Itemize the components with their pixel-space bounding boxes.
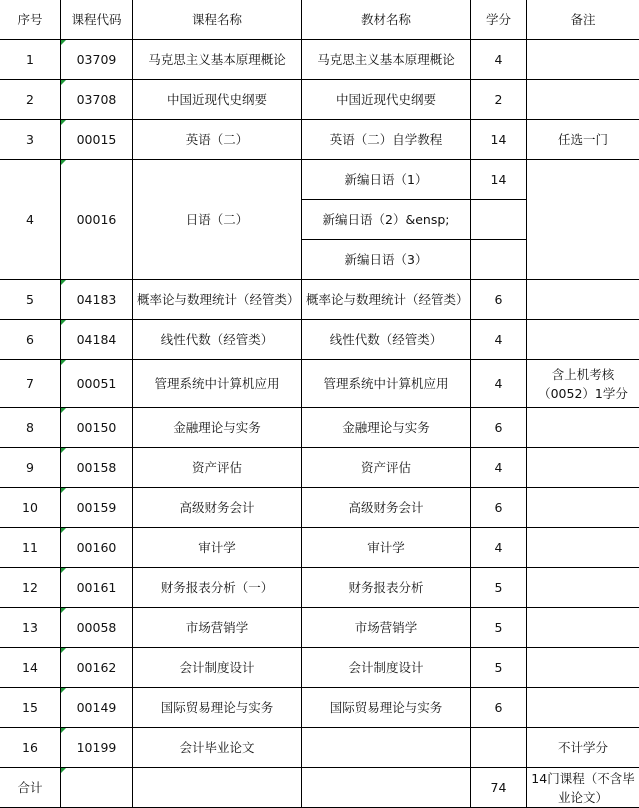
table-row [0, 448, 639, 488]
cell-credit: 4 [471, 360, 527, 408]
cell-note [527, 568, 639, 608]
cell-no: 15 [0, 688, 61, 728]
cell-credit: 5 [471, 568, 527, 608]
total-credit: 74 [471, 768, 527, 808]
cell-code: 00162 [61, 648, 133, 688]
header-course: 课程名称 [133, 0, 302, 40]
cell-code: 10199 [61, 728, 133, 768]
cell-textbook: 概率论与数理统计（经管类） [302, 280, 471, 320]
cell-note [527, 448, 639, 488]
cell-course: 中国近现代史纲要 [133, 80, 302, 120]
header-row [0, 0, 639, 40]
cell-code: 00015 [61, 120, 133, 160]
table-row [0, 488, 639, 528]
cell-note [527, 408, 639, 448]
cell-no: 7 [0, 360, 61, 408]
cell-credit: 14 [471, 120, 527, 160]
cell-textbook: 管理系统中计算机应用 [302, 360, 471, 408]
cell-textbook: 线性代数（经管类） [302, 320, 471, 360]
cell-textbook: 国际贸易理论与实务 [302, 688, 471, 728]
cell-no: 3 [0, 120, 61, 160]
cell-credit: 6 [471, 688, 527, 728]
cell-credit: 4 [471, 528, 527, 568]
cell-credit [471, 728, 527, 768]
cell-code: 00058 [61, 608, 133, 648]
cell-note [527, 608, 639, 648]
cell-course: 审计学 [133, 528, 302, 568]
cell-credit: 6 [471, 280, 527, 320]
cell-textbook: 中国近现代史纲要 [302, 80, 471, 120]
cell-note [527, 648, 639, 688]
cell-course: 资产评估 [133, 448, 302, 488]
cell-textbook: 会计制度设计 [302, 648, 471, 688]
cell-textbook: 高级财务会计 [302, 488, 471, 528]
table-row [0, 160, 639, 200]
cell-note: 不计学分 [527, 728, 639, 768]
cell-course: 日语（二） [133, 160, 302, 280]
cell-credit: 4 [471, 40, 527, 80]
cell-no: 9 [0, 448, 61, 488]
cell-code: 00161 [61, 568, 133, 608]
header-credit: 学分 [471, 0, 527, 40]
cell-course: 线性代数（经管类） [133, 320, 302, 360]
cell-credit: 6 [471, 408, 527, 448]
cell-textbook: 金融理论与实务 [302, 408, 471, 448]
cell-no: 14 [0, 648, 61, 688]
cell-course: 会计毕业论文 [133, 728, 302, 768]
cell-note [527, 160, 639, 280]
cell-course: 财务报表分析（一） [133, 568, 302, 608]
cell-course: 高级财务会计 [133, 488, 302, 528]
cell-no: 13 [0, 608, 61, 648]
cell-note [527, 80, 639, 120]
cell-no: 5 [0, 280, 61, 320]
cell-code: 00160 [61, 528, 133, 568]
table-row [0, 728, 639, 768]
cell-note [527, 688, 639, 728]
cell-no: 4 [0, 160, 61, 280]
cell-textbook: 财务报表分析 [302, 568, 471, 608]
table-row [0, 688, 639, 728]
table-row [0, 40, 639, 80]
cell-textbook [302, 728, 471, 768]
table-row [0, 648, 639, 688]
cell-credit-empty [471, 200, 527, 240]
cell-code: 03708 [61, 80, 133, 120]
cell-code: 00016 [61, 160, 133, 280]
cell-code: 00051 [61, 360, 133, 408]
cell-note [527, 528, 639, 568]
cell-credit: 4 [471, 320, 527, 360]
table-row [0, 320, 639, 360]
cell-textbook: 马克思主义基本原理概论 [302, 40, 471, 80]
table-row [0, 528, 639, 568]
table-row [0, 80, 639, 120]
total-note: 14门课程（不含毕业论文） [527, 768, 639, 808]
cell-course: 管理系统中计算机应用 [133, 360, 302, 408]
cell-code: 03709 [61, 40, 133, 80]
cell-course: 英语（二） [133, 120, 302, 160]
header-no: 序号 [0, 0, 61, 40]
cell-course: 国际贸易理论与实务 [133, 688, 302, 728]
table-row [0, 280, 639, 320]
table-row [0, 360, 639, 408]
cell-code: 00149 [61, 688, 133, 728]
cell-code: 00159 [61, 488, 133, 528]
cell-code: 00150 [61, 408, 133, 448]
cell-no: 2 [0, 80, 61, 120]
cell-course: 马克思主义基本原理概论 [133, 40, 302, 80]
cell-textbook: 新编日语（1） [302, 160, 471, 200]
total-code-empty [61, 768, 133, 808]
header-textbook: 教材名称 [302, 0, 471, 40]
cell-credit: 6 [471, 488, 527, 528]
cell-credit: 4 [471, 448, 527, 488]
table-row [0, 120, 639, 160]
cell-textbook: 审计学 [302, 528, 471, 568]
cell-no: 8 [0, 408, 61, 448]
cell-no: 10 [0, 488, 61, 528]
cell-note [527, 488, 639, 528]
cell-course: 金融理论与实务 [133, 408, 302, 448]
cell-textbook: 新编日语（2）&ensp; [302, 200, 471, 240]
cell-credit: 14 [471, 160, 527, 200]
cell-credit: 5 [471, 608, 527, 648]
total-course-empty [133, 768, 302, 808]
table-row [0, 608, 639, 648]
cell-course: 会计制度设计 [133, 648, 302, 688]
cell-textbook: 资产评估 [302, 448, 471, 488]
cell-course: 市场营销学 [133, 608, 302, 648]
header-note: 备注 [527, 0, 639, 40]
cell-no: 6 [0, 320, 61, 360]
cell-textbook: 市场营销学 [302, 608, 471, 648]
cell-credit: 2 [471, 80, 527, 120]
total-row [0, 768, 639, 808]
cell-no: 12 [0, 568, 61, 608]
cell-note [527, 280, 639, 320]
total-textbook-empty [302, 768, 471, 808]
cell-note [527, 320, 639, 360]
cell-textbook: 英语（二）自学教程 [302, 120, 471, 160]
cell-credit: 5 [471, 648, 527, 688]
cell-no: 1 [0, 40, 61, 80]
cell-note: 含上机考核（0052）1学分 [527, 360, 639, 408]
cell-no: 11 [0, 528, 61, 568]
cell-credit-empty [471, 240, 527, 280]
table-row [0, 408, 639, 448]
cell-code: 04184 [61, 320, 133, 360]
cell-no: 16 [0, 728, 61, 768]
cell-code: 04183 [61, 280, 133, 320]
cell-note [527, 40, 639, 80]
header-code: 课程代码 [61, 0, 133, 40]
cell-textbook: 新编日语（3） [302, 240, 471, 280]
total-label: 合计 [0, 768, 61, 808]
cell-code: 00158 [61, 448, 133, 488]
cell-note: 任选一门 [527, 120, 639, 160]
cell-course: 概率论与数理统计（经管类） [133, 280, 302, 320]
table-row [0, 568, 639, 608]
